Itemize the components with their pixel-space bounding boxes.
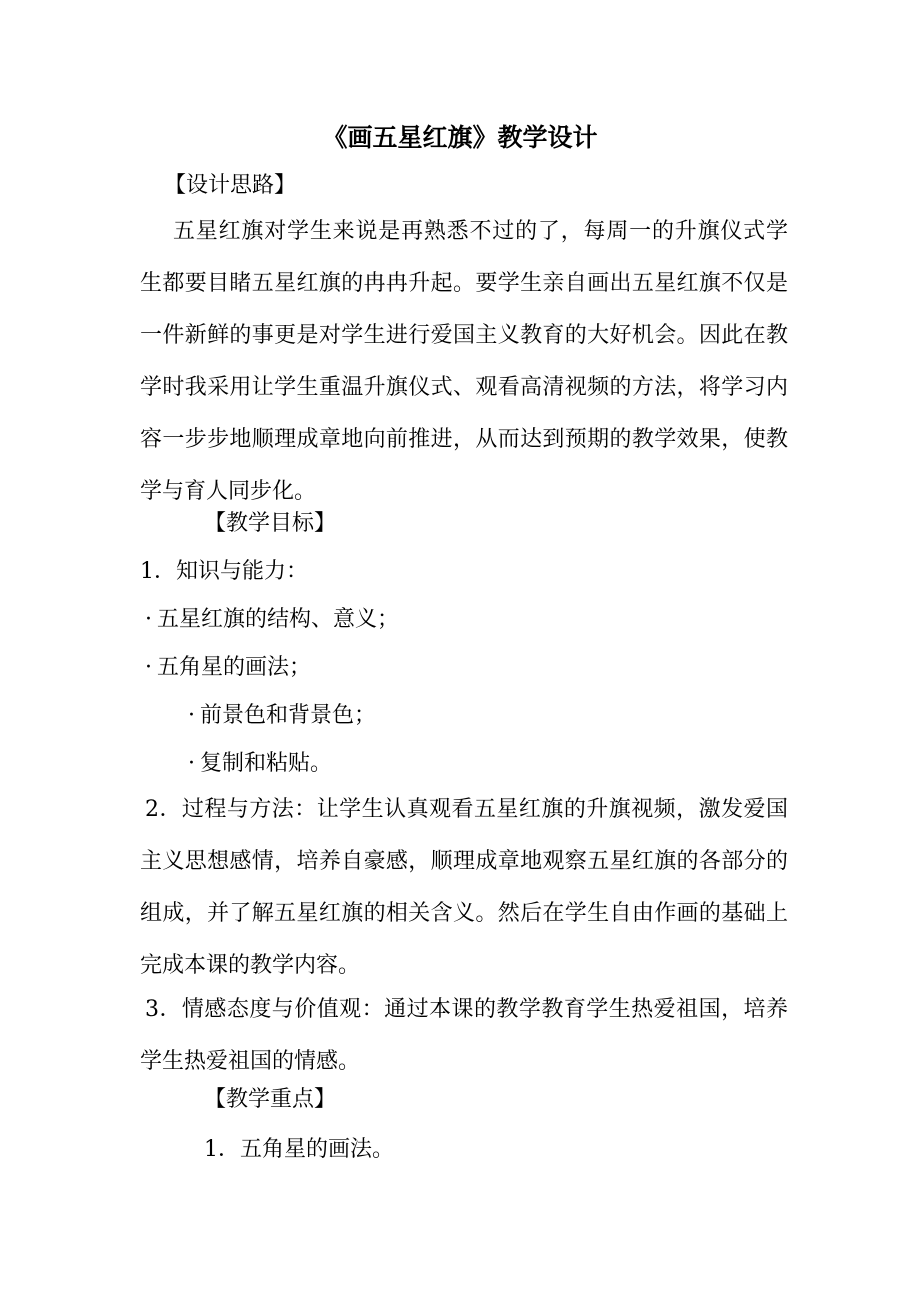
section-heading-key-points: 【教学重点】 [204, 1087, 337, 1112]
list-item-text: 复制和粘贴。 [200, 751, 333, 776]
section-heading-objectives: 【教学目标】 [204, 511, 337, 536]
bullet-mark: · [188, 751, 195, 776]
objective-process-paragraph: 2．过程与方法：让学生认真观看五星红旗的升旗视频，激发爱国主义思想感情，培养自豪感，顺理成章地观察五星红旗的各部分的组成，并了解五星红旗的相关含义。然后在学生自由作画的基础上完成本课的教学内容。 [140, 797, 788, 978]
list-item-text: 前景色和背景色； [200, 703, 377, 728]
bullet-mark: · [145, 655, 152, 680]
list-item [188, 748, 332, 780]
bullet-mark: · [145, 607, 152, 632]
list-item [188, 700, 376, 732]
list-item [145, 652, 311, 684]
design-idea-paragraph: 五星红旗对学生来说是再熟悉不过的了，每周一的升旗仪式学生都要目睹五星红旗的冉冉升起。要学生亲自画出五星红旗不仅是一件新鲜的事更是对学生进行爱国主义教育的大好机会。因此在教学时我采用让学生重温升旗仪式、观看高清视频的方法，将学习内容一步步地顺理成章地向前推进，从而达到预期的教学效果，使教学与育人同步化。 [140, 219, 788, 504]
list-item-text: 五角星的画法； [157, 655, 312, 680]
objective-emotion-paragraph: 3．情感态度与价值观：通过本课的教学教育学生热爱祖国，培养学生热爱祖国的情感。 [140, 997, 788, 1074]
objective-knowledge-title: 1．知识与能力： [140, 559, 308, 584]
list-item-text: 五星红旗的结构、意义； [157, 607, 400, 632]
section-heading-design-idea: 【设计思路】 [164, 173, 297, 198]
key-point-item: 1．五角星的画法。 [204, 1137, 394, 1162]
bullet-mark: · [188, 703, 195, 728]
document-title: 《画五星红旗》教学设计 [322, 123, 598, 152]
list-item [145, 604, 399, 636]
